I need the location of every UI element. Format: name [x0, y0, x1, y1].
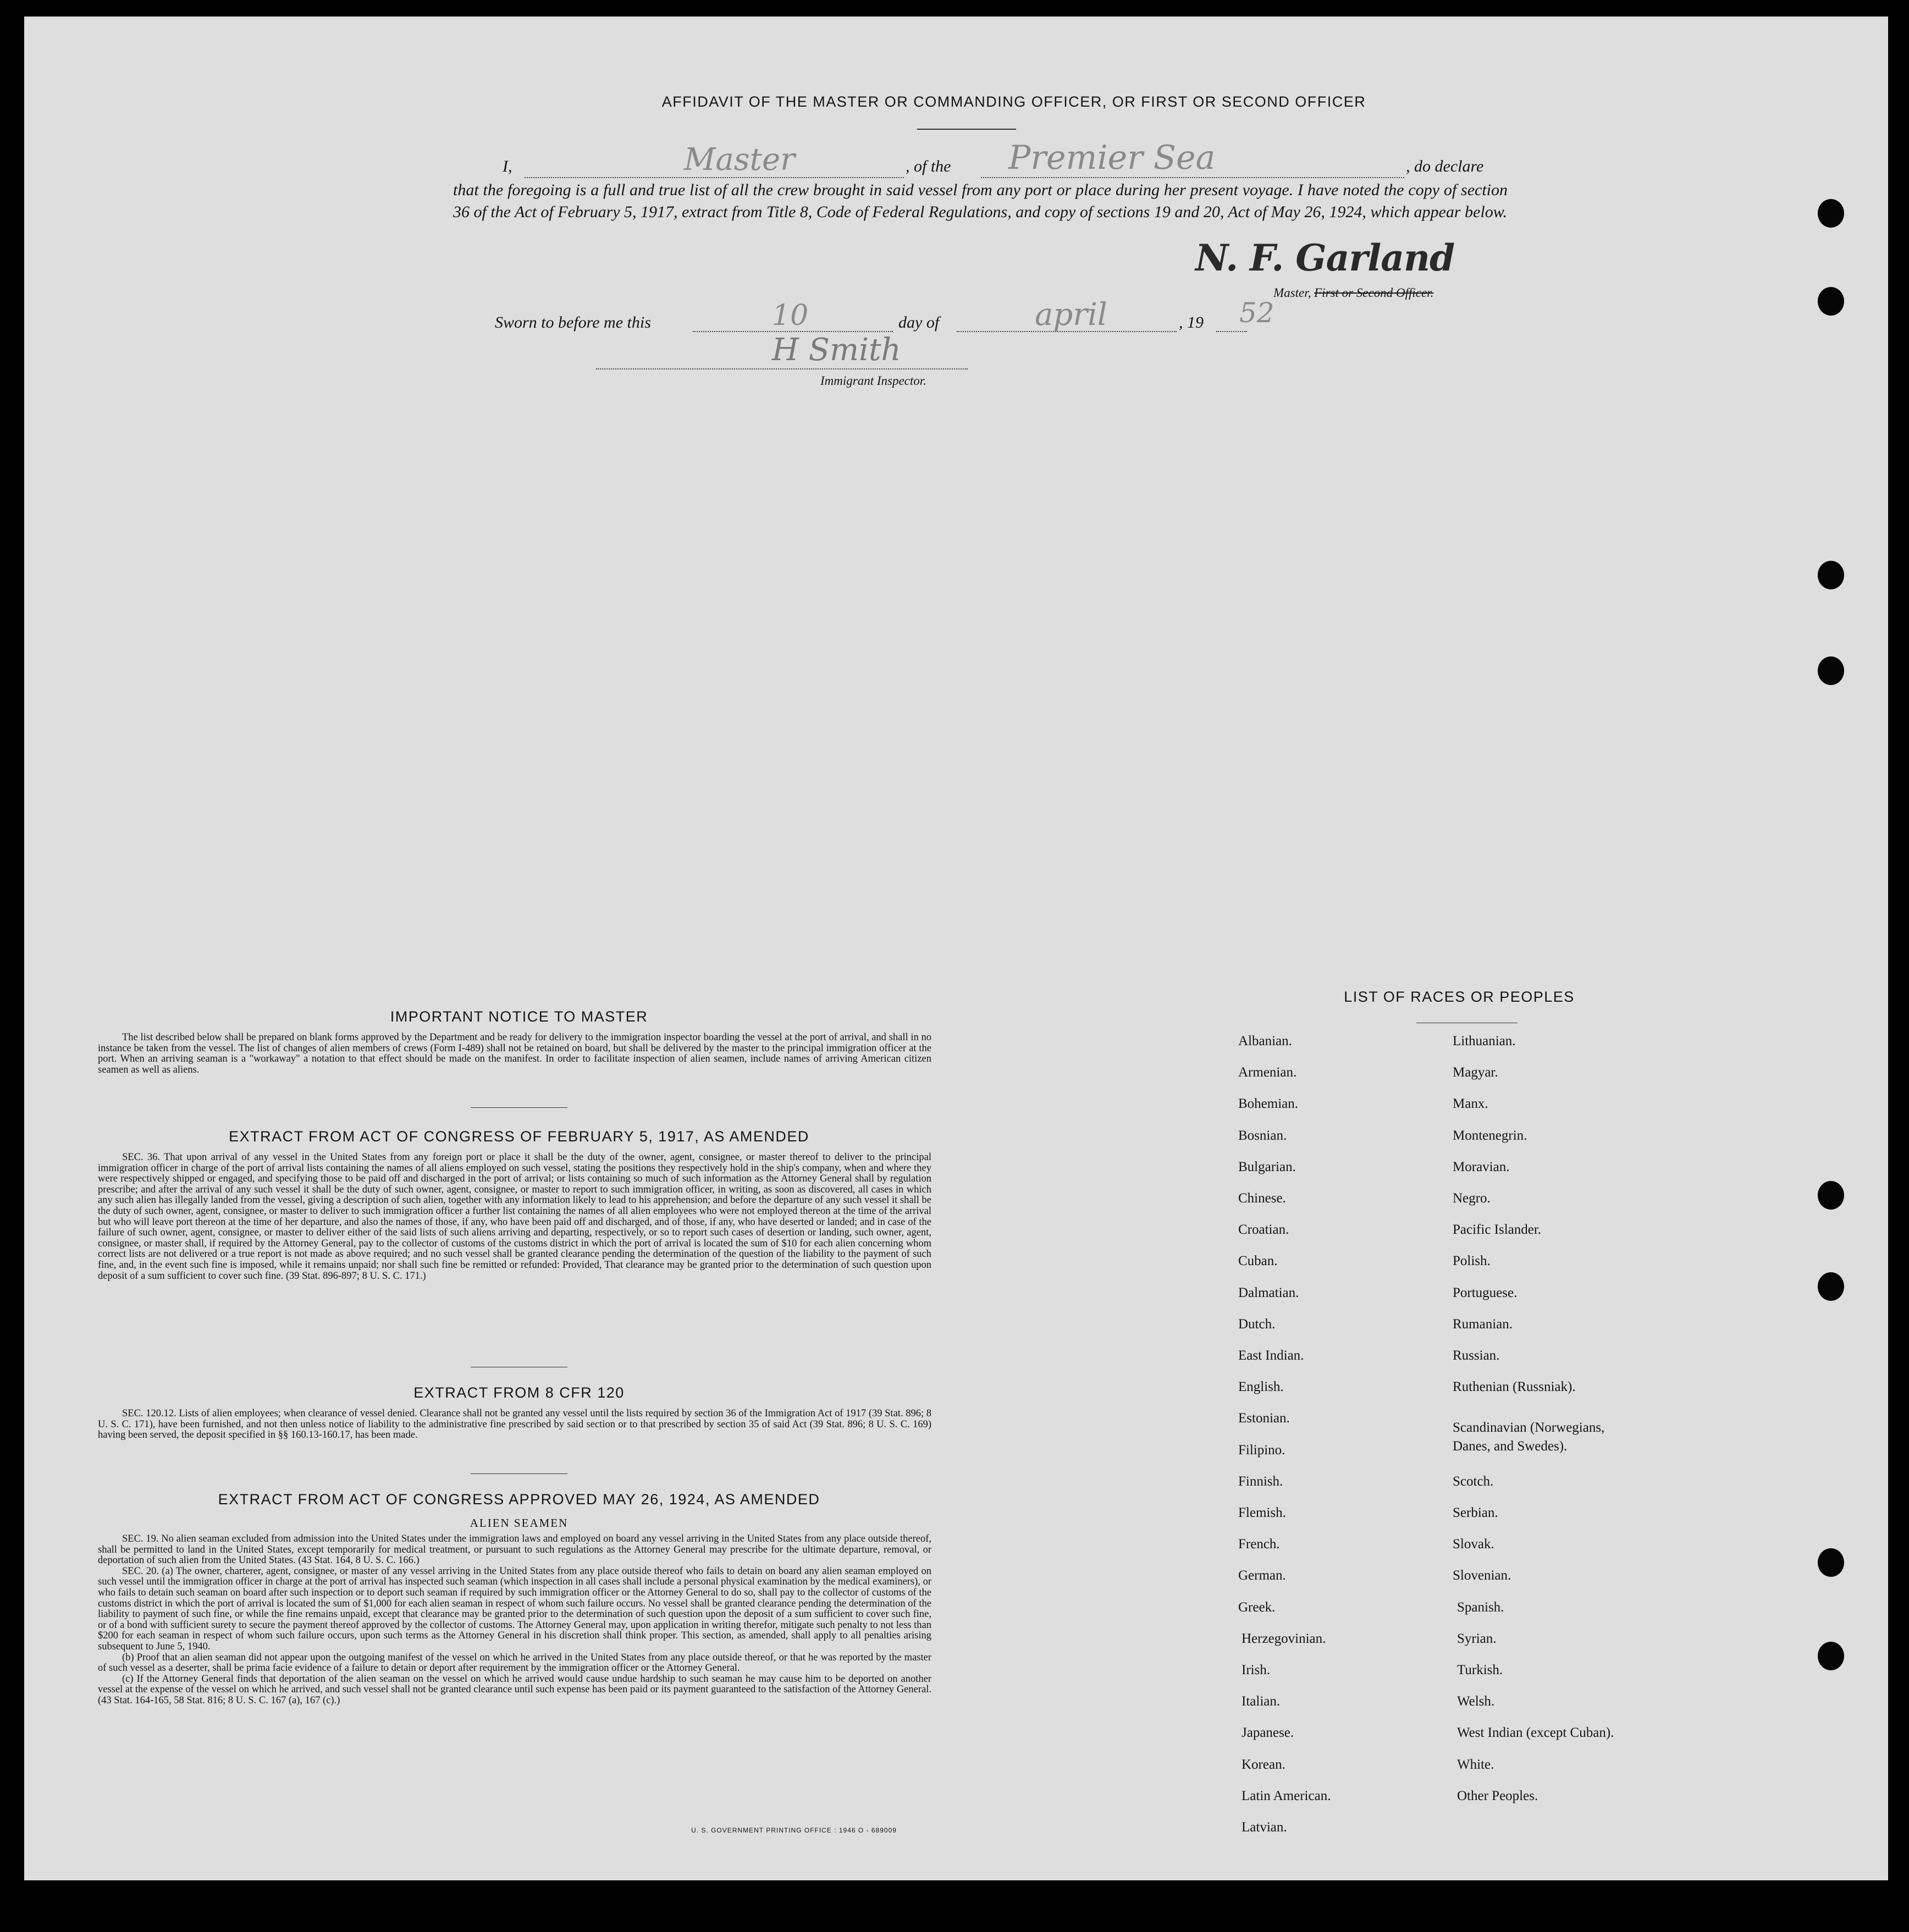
race-item: Dalmatian.	[1238, 1285, 1299, 1300]
sworn-prefix: Sworn to before me this	[495, 313, 651, 332]
alien-seamen-subtitle: ALIEN SEAMEN	[470, 1516, 569, 1530]
caption-struck-officer: First or Second Officer.	[1314, 286, 1434, 300]
race-item: Manx.	[1453, 1096, 1488, 1112]
sec-20b-text: (b) Proof that an alien seaman did not appear upon the outgoing manifest of the vessel on which he arrived in the United States from any place outside thereof, or that he was reported by the master of such vessel as a deserter, shall be prima facie evidence of a failure to detain or deport after requirement by the immigration officer or the Attorney General.	[98, 1652, 931, 1674]
affidavit-body: that the foregoing is a full and true list of all the crew brought in said vessel from any port or place during her present voyage. I have noted the copy of section 36 of the Act of February 5, 1917, extract from Title 8, Code of Federal Regulations, and copy of sections 19 and 20, Act of May 26, 1924, which appear below.	[453, 181, 1508, 221]
race-item: Montenegrin.	[1453, 1128, 1527, 1143]
sec-19-text: SEC. 19. No alien seaman excluded from admission into the United States under the immigration laws and employed on board any vessel arriving in the United States from any place outside thereof, shall be permitted to land in the United States, except temporarily for medical treatment, or pursuant to such regulations as the Attorney General may prescribe for the ultimate departure, removal, or deportation of such alien from the United States. (43 Stat. 164, 8 U. S. C. 166.)	[98, 1533, 931, 1566]
race-item: Serbian.	[1453, 1505, 1498, 1520]
race-item: Pacific Islander.	[1453, 1222, 1542, 1238]
race-item: Scandinavian (Norwegians, Danes, and Swedes).	[1453, 1420, 1605, 1454]
affidavit-prefix: I,	[503, 157, 512, 175]
race-item: White.	[1457, 1757, 1494, 1772]
race-item: Scotch.	[1453, 1473, 1494, 1489]
master-signature: N. F. Garland	[1195, 236, 1455, 279]
race-item: Slovak.	[1453, 1537, 1494, 1552]
sec-20c-text: (c) If the Attorney General finds that deportation of the alien seaman on the vessel on which he arrived would cause undue hardship to such seaman he may cause him to be deported on another vessel at the expense of the vessel on which he arrived, and such vessel shall not be granted clearance until such expense has been paid or its payment guaranteed to the satisfaction of the Attorney General. (43 Stat. 164-165, 58 Stat. 816; 8 U. S. C. 167 (a), 167 (c).)	[98, 1673, 931, 1706]
race-item: Turkish.	[1457, 1663, 1503, 1677]
race-item: English.	[1238, 1379, 1284, 1395]
punch-hole	[1818, 287, 1844, 316]
affidavit-of-the: , of the	[906, 157, 951, 175]
handwritten-month: april	[1035, 297, 1107, 333]
race-item: Irish.	[1242, 1663, 1271, 1677]
punch-hole	[1818, 656, 1844, 685]
inspector-caption: Immigrant Inspector.	[820, 374, 926, 388]
race-item: Finnish.	[1238, 1473, 1283, 1489]
race-item: Chinese.	[1238, 1191, 1286, 1206]
race-item: Russian.	[1453, 1348, 1500, 1363]
notice-title: IMPORTANT NOTICE TO MASTER	[390, 1008, 648, 1025]
inspector-signature-field	[596, 368, 968, 369]
sec-20a-text: SEC. 20. (a) The owner, charterer, agent, consignee, or master of any vessel arriving in the United States from any place outside thereof who fails to detain on board any alien seaman employed on such vessel until the immigration officer in charge at the port of arrival has inspected such seaman (which inspection in all cases shall include a personal physical examination by the medical examiners), or who fails to detain such seaman on board after such inspection or to deport such seaman if required by such immigration officer or the Attorney General to do so, shall pay to the collector of customs of the customs district in which the port of arrival is located the sum of $1,000 for each alien seaman in respect of whom such failure occurs. No vessel shall be granted clearance pending the determination of the liability to payment of such fine, or while the fine remains unpaid, except that clearance may be granted prior to the determination of such question upon the deposit of a sum sufficient to cover such fine, or of a bond with sufficient surety to secure the payment thereof approved by the collector of customs. The Attorney General may, upon application in writing therefor, mitigate such penalty to not less than $200 for each seaman in respect of whom such failure occurs, upon such terms as the Attorney General in his discretion shall think proper. This section, as amended, shall apply to all penalties arising subsequent to June 5, 1940.	[98, 1565, 931, 1652]
race-item: Rumanian.	[1453, 1316, 1513, 1332]
printer-line: U. S. GOVERNMENT PRINTING OFFICE : 1946 O - 689009	[691, 1826, 897, 1834]
race-item: Flemish.	[1238, 1505, 1286, 1520]
race-item: German.	[1238, 1568, 1286, 1583]
race-item: Latvian.	[1242, 1820, 1287, 1835]
race-item: French.	[1238, 1537, 1280, 1552]
race-item: Moravian.	[1453, 1159, 1510, 1174]
punch-hole	[1818, 199, 1844, 228]
form-sheet	[24, 16, 1888, 1880]
race-item: Spanish.	[1457, 1599, 1504, 1615]
race-item: Filipino.	[1238, 1442, 1285, 1458]
signature-caption	[1273, 286, 1433, 300]
extract-1924-title: EXTRACT FROM ACT OF CONGRESS APPROVED MAY 26, 1924, AS AMENDED	[218, 1491, 820, 1508]
race-item: Cuban.	[1238, 1254, 1278, 1269]
race-item: Korean.	[1242, 1757, 1285, 1772]
race-item: Albanian.	[1238, 1034, 1292, 1048]
handwritten-master: Master	[684, 142, 795, 178]
punch-hole	[1818, 1181, 1844, 1210]
race-item: Croatian.	[1238, 1222, 1289, 1238]
race-item: Estonian.	[1238, 1411, 1290, 1426]
race-item: Bohemian.	[1238, 1096, 1299, 1112]
divider	[471, 1473, 567, 1474]
year-label: , 19	[1179, 313, 1204, 332]
affidavit-suffix: , do declare	[1406, 157, 1484, 175]
race-item: Lithuanian.	[1453, 1034, 1516, 1048]
handwritten-vessel: Premier Sea	[1008, 139, 1216, 177]
race-item: East Indian.	[1238, 1348, 1304, 1363]
race-item: Herzegovinian.	[1242, 1631, 1326, 1646]
extract-1917-title: EXTRACT FROM ACT OF CONGRESS OF FEBRUARY 5, 1917, AS AMENDED	[229, 1128, 809, 1145]
punch-hole	[1818, 1272, 1844, 1301]
caption-master: Master,	[1273, 286, 1311, 300]
race-item: Magyar.	[1453, 1065, 1498, 1080]
day-of-label: day of	[898, 313, 940, 332]
inspector-signature: H Smith	[772, 332, 901, 368]
race-item: Ruthenian (Russniak).	[1453, 1379, 1576, 1395]
vessel-name-field	[981, 177, 1404, 178]
notice-text: The list described below shall be prepared on blank forms approved by the Department and be ready for delivery to the immigration inspector boarding the vessel at the port of arrival, and shall in no instance be taken from the vessel. The list of changes of alien members of crews (Form I-489) shall not be retained on board, but shall be delivered by the master to the principal immigration officer at the port. When an arriving seaman is a "workaway" a notation to that effect should be made on the manifest. In order to facilitate inspection of alien seamen, include names of arriving American citizen seamen as well as aliens.	[98, 1032, 931, 1075]
race-item: Polish.	[1453, 1254, 1491, 1269]
race-item: Bosnian.	[1238, 1128, 1287, 1143]
races-title: LIST OF RACES OR PEOPLES	[1344, 989, 1575, 1005]
affidavit-title: AFFIDAVIT OF THE MASTER OR COMMANDING OFFICER, OR FIRST OR SECOND OFFICER	[661, 93, 1366, 110]
divider	[917, 129, 1016, 130]
race-item: Syrian.	[1457, 1631, 1497, 1646]
race-item: Other Peoples.	[1457, 1788, 1538, 1803]
extract-cfr-text: SEC. 120.12. Lists of alien employees; when clearance of vessel denied. Clearance shall not be granted any vessel until the lists required by section 36 of the Immigration Act of 1917 (39 Stat. 896; 8 U. S. C. 171), have been furnished, and not then unless notice of liability to the administrative fine prescribed by said section or to that prescribed by section 35 of said Act (39 Stat. 896; 8 U. S. C. 169) having been served, the deposit specified in §§ 160.13-160.17, has been made.	[98, 1408, 931, 1441]
punch-hole	[1818, 1642, 1844, 1670]
race-item: Bulgarian.	[1238, 1159, 1296, 1174]
race-item: West Indian (except Cuban).	[1457, 1725, 1614, 1741]
race-item: Dutch.	[1238, 1316, 1276, 1332]
race-item: Greek.	[1238, 1599, 1276, 1615]
race-item: Slovenian.	[1453, 1568, 1511, 1583]
race-item: Italian.	[1242, 1694, 1281, 1709]
race-item: Portuguese.	[1453, 1285, 1518, 1300]
handwritten-year: 52	[1239, 297, 1274, 329]
race-item: Latin American.	[1242, 1788, 1331, 1803]
punch-hole	[1818, 561, 1844, 589]
race-item: Armenian.	[1238, 1065, 1297, 1080]
race-item: Japanese.	[1242, 1725, 1294, 1741]
extract-1924-body	[98, 1534, 931, 1707]
extract-1917-text: SEC. 36. That upon arrival of any vessel in the United States from any foreign port or place it shall be the duty of the owner, agent, consignee, or master thereof to deliver to the principal immigration officer in charge of the port of arrival lists containing the names of all aliens employed on such vessel, stating the positions they respectively hold in the ship's company, when and where they were respectively shipped or engaged, and specifying those to be paid off and discharged in the port of arrival; or lists containing so much of such information as the Attorney General shall by regulation prescribe; and after the arrival of any such vessel it shall be the duty of such owner, agent, consignee, or master to report to such immigration officer, in writing, as soon as discovered, all cases in which any such alien has illegally landed from the vessel, giving a description of such alien, together with any information likely to lead to his apprehension; and before the departure of any such vessel it shall be the duty of such owner, agent, consignee, or master to deliver to such immigration officer a further list containing the names of all alien employees who were not employed thereon at the time of the arrival but who will leave port thereon at the time of her departure, and also the names of those, if any, who have been paid off and discharged, and of those, if any, who have deserted or landed; and in case of the failure of such owner, agent, consignee, or master to deliver either of the said lists of such aliens arriving and departing, respectively, or so to report such cases of desertion or landing, such owner, agent, consignee, or master shall, if required by the Attorney General, pay to the collector of customs of the customs district in which the port of arrival is located the sum of $10 for each alien concerning whom correct lists are not delivered or a true report is not made as above required; and no such vessel shall be granted clearance pending the determination of the question of the liability to the payment of such fine, and, in the event such fine is imposed, while it remains unpaid; nor shall such fine be remitted or refunded: Provided, That clearance may be granted prior to the determination of such question upon deposit of a sum sufficient to cover such fine. (39 Stat. 896-897; 8 U. S. C. 171.)	[98, 1152, 931, 1282]
year-field	[1216, 331, 1247, 332]
race-item: Negro.	[1453, 1191, 1491, 1206]
extract-cfr-title: EXTRACT FROM 8 CFR 120	[413, 1384, 625, 1401]
handwritten-day: 10	[772, 299, 809, 332]
race-item: Welsh.	[1457, 1694, 1495, 1709]
punch-hole	[1818, 1548, 1844, 1577]
divider	[471, 1107, 567, 1108]
